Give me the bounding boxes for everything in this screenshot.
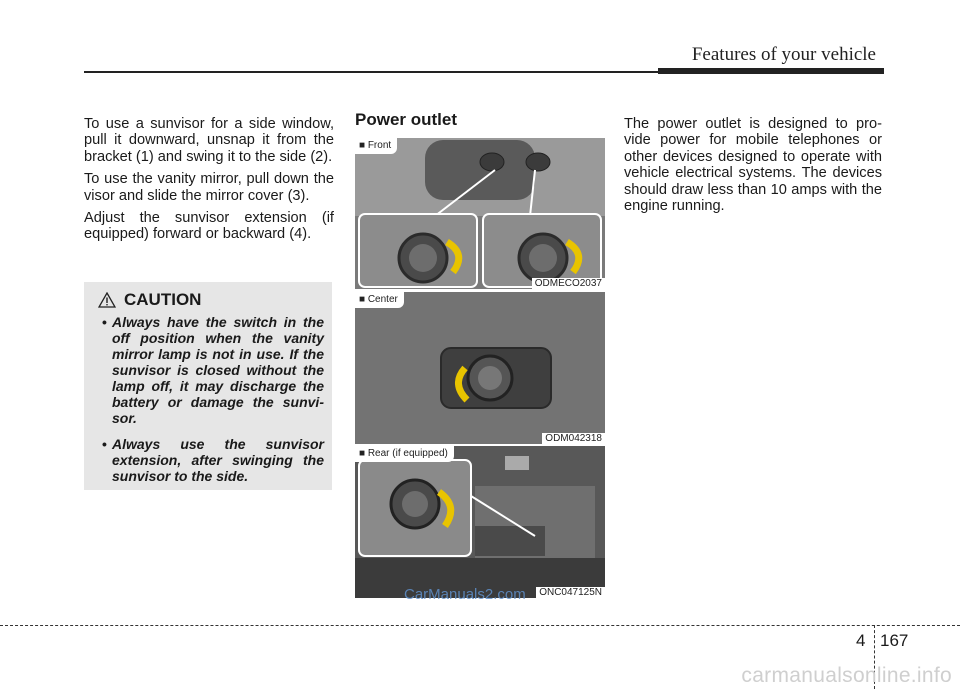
chapter-number: 4 xyxy=(856,631,866,650)
image-tag: ■ Center xyxy=(355,292,404,308)
caution-title: CAUTION xyxy=(124,290,202,309)
page-number: 167 xyxy=(880,631,909,650)
footer-rule xyxy=(0,625,960,626)
header-rule-accent xyxy=(658,68,884,74)
caution-item: • Always have the switch in the off position when the vanity mirror lamp is not in use. If the sunvisor is closed without the lamp off, it may discharge the battery or damage the sunvi-sor. xyxy=(102,314,324,426)
caution-item: • Always use the sunvisor extension, after swinging the sunvisor to the side. xyxy=(102,436,324,484)
paragraph: The power outlet is designed to pro-vide power for mobile telephones or other devices designed to operate with vehicle electrical systems. The devices should draw less than 10 amps with the engine running. xyxy=(624,116,882,215)
caution-header xyxy=(98,290,201,310)
center-outlet-illustration xyxy=(355,292,605,444)
image-tag: ■ Rear (if equipped) xyxy=(355,446,454,462)
front-outlet-illustration xyxy=(355,138,605,289)
image-code: ONC047125N xyxy=(536,587,605,598)
center-outlet-photo xyxy=(355,292,605,444)
image-code: ODMECO2037 xyxy=(532,278,605,289)
header-title: Features of your vehicle xyxy=(691,44,876,65)
caution-box xyxy=(84,282,332,490)
rear-outlet-illustration xyxy=(355,446,605,598)
site-watermark: carmanualsonline.info xyxy=(741,664,952,687)
paragraph: Adjust the sunvisor extension (if equipped) forward or backward (4). xyxy=(84,210,334,243)
image-tag: ■ Front xyxy=(355,138,397,154)
image-code: ODM042318 xyxy=(542,433,605,444)
watermark-text: CarManuals2.com xyxy=(404,586,526,603)
section-title: Power outlet xyxy=(355,110,458,129)
paragraph: To use the vanity mirror, pull down the visor and slide the mirror cover (3). xyxy=(84,171,334,204)
paragraph: To use a sunvisor for a side window, pull it downward, unsnap it from the bracket (1) and swing it to the side (2). xyxy=(84,116,334,165)
left-column xyxy=(84,116,334,249)
warning-triangle-icon xyxy=(98,292,116,308)
caution-list xyxy=(102,314,324,494)
front-outlet-photo xyxy=(355,138,605,289)
right-column xyxy=(624,116,882,220)
rear-outlet-photo xyxy=(355,446,605,598)
